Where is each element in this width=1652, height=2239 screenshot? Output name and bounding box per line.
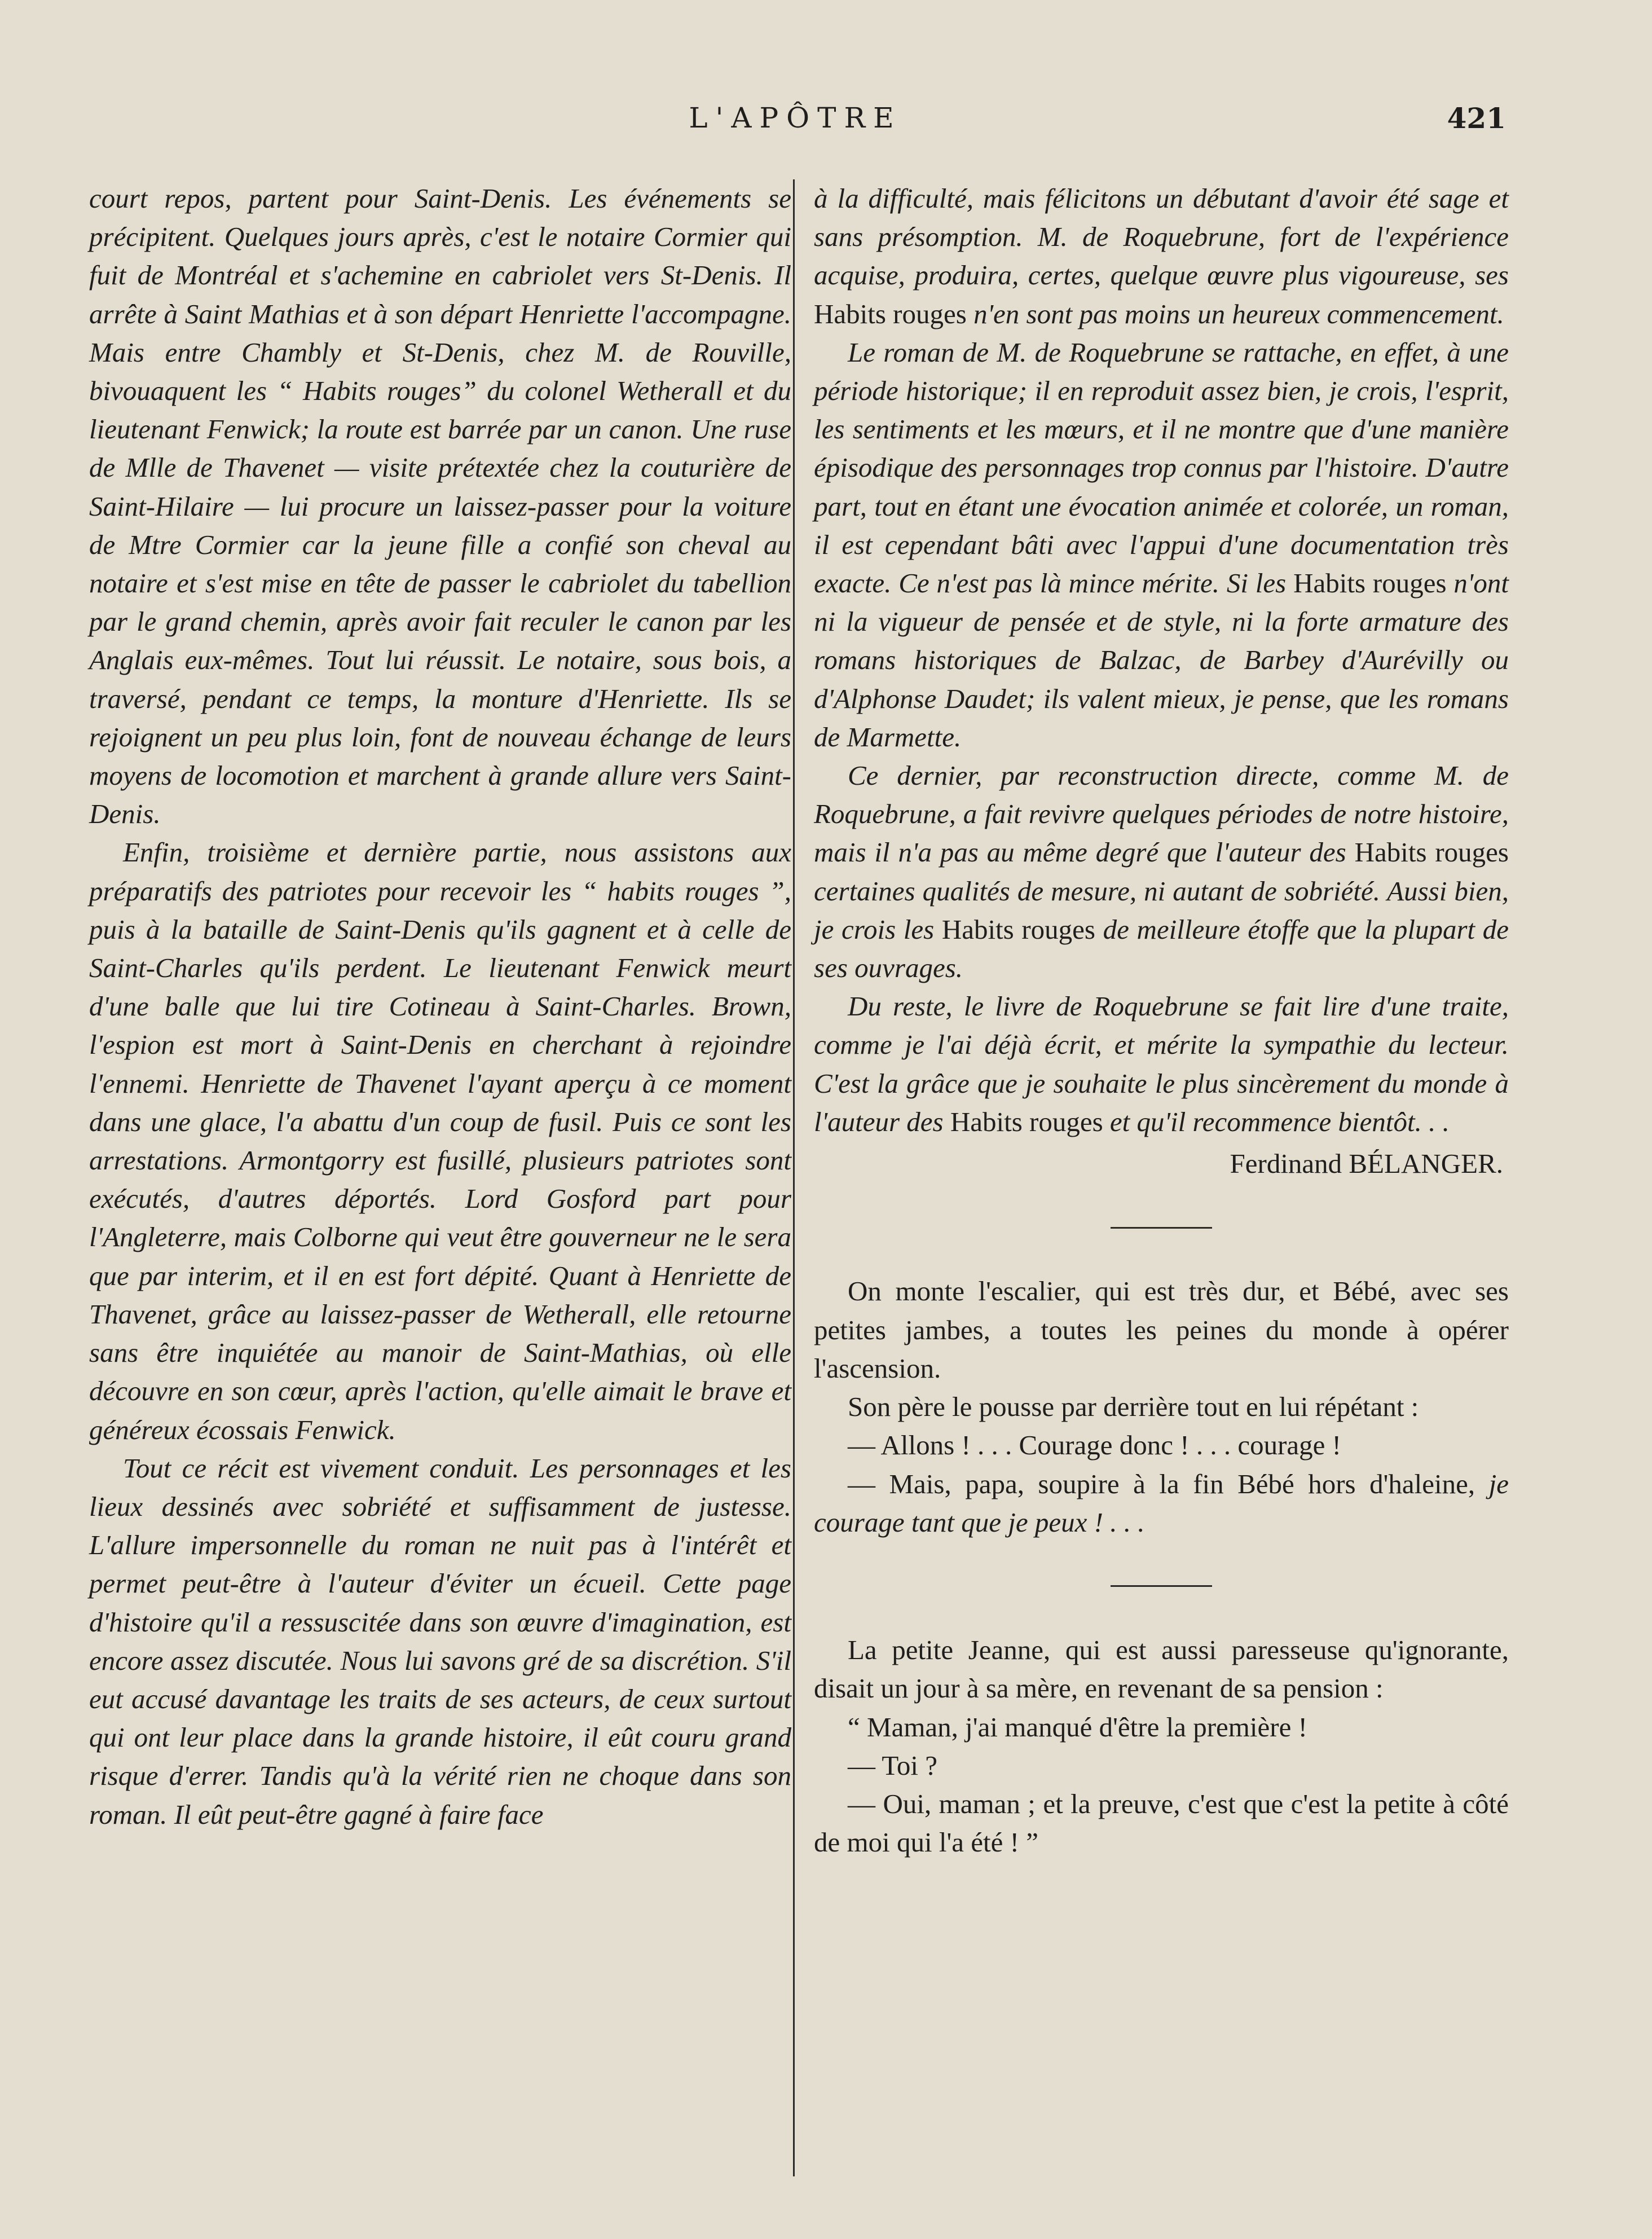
right-column: [814, 179, 1509, 1862]
paragraph: Enfin, troisième et dernière partie, nous assistons aux préparatifs des patriotes pour recevoir les “ habits rouges ”, puis à la bataille de Saint-Denis qu'ils gagnent et à celle de Saint-Charles qu'ils perdent. Le lieutenant Fenwick meurt d'une balle que lui tire Cotineau à Saint-Charles. Brown, l'espion est mort à Saint-Denis en cherchant à rejoindre l'ennemi. Henriette de Thavenet l'ayant aperçu à ce moment dans une glace, l'a abattu d'un coup de fusil. Puis ce sont les arrestations. Armontgorry est fusillé, plusieurs patriotes sont exécutés, d'autres déportés. Lord Gosford part pour l'Angleterre, mais Colborne qui veut être gouverneur ne le sera que par interim, et il en est fort dépité. Quant à Henriette de Thavenet, grâce au laissez-passer de Wetherall, elle retourne sans être inquiétée au manoir de Saint-Mathias, où elle découvre en son cœur, après l'action, qu'elle aimait le brave et généreux écossais Fenwick.: [89, 837, 791, 1445]
anecdote-paragraph: — Mais, papa, soupire à la fin Bébé hors d'haleine, je courage tant que je peux ! . . .: [814, 1468, 1509, 1538]
book-title: Habits rouges: [950, 1106, 1103, 1137]
paragraph: Du reste, le livre de Roquebrune se fait lire d'une traite, comme je l'ai déjà écrit, et mérite la sympathie du lecteur. C'est la grâce que je souhaite le plus sincèrement du monde à l'auteur des Habits rouges et qu'il recommence bientôt. . .: [814, 991, 1509, 1137]
anecdote-paragraph: — Toi ?: [848, 1749, 937, 1781]
anecdote-paragraph: La petite Jeanne, qui est aussi paresseuse qu'ignorante, disait un jour à sa mère, en revenant de sa pension :: [814, 1634, 1509, 1704]
running-title: L'APÔTRE: [689, 102, 902, 134]
paragraph: Le roman de M. de Roquebrune se rattache, en effet, à une période historique; il en reproduit assez bien, je crois, l'esprit, les sentiments et les mœurs, et il ne montre que d'une manière épisodique des personnages trop connus par l'histoire. D'autre part, tout en étant une évocation animée et colorée, un roman, il est cependant bâti avec l'appui d'une documentation très exacte. Ce n'est pas là mince mérite. Si les Habits rouges n'ont ni la vigueur de pensée et de style, ni la forte armature des romans historiques de Balzac, de Barbey d'Aurévilly ou d'Alphonse Daudet; ils valent mieux, je pense, que les romans de Marmette.: [814, 336, 1509, 753]
section-separator: [814, 1564, 1509, 1603]
book-title: Habits rouges: [1293, 568, 1447, 599]
paragraph: à la difficulté, mais félicitons un débutant d'avoir été sage et sans présomption. M. de Roquebrune, fort de l'expérience acquise, produira, certes, quelque œuvre plus vigoureuse, ses Habits rouges n'en sont pas moins un heureux commencement.: [814, 183, 1509, 329]
column-divider: [793, 179, 795, 2176]
paragraph: court repos, partent pour Saint-Denis. Les événements se précipitent. Quelques jours après, c'est le notaire Cormier qui fuit de Montréal et s'achemine en cabriolet vers St-Denis. Il arrête à Saint Mathias et à son départ Henriette l'accompagne. Mais entre Chambly et St-Denis, chez M. de Rouville, bivouaquent les “ Habits rouges” du colonel Wetherall et du lieutenant Fenwick; la route est barrée par un canon. Une ruse de Mlle de Thavenet — visite prétextée chez la couturière de Saint-Hilaire — lui procure un laissez-passer pour la voiture de Mtre Cormier car la jeune fille a confié son cheval au notaire et s'est mise en tête de passer le cabriolet du tabellion par le grand chemin, après avoir fait reculer le canon par les Anglais eux-mêmes. Tout lui réussit. Le notaire, sous bois, a traversé, pendant ce temps, la monture d'Henriette. Ils se rejoignent un peu plus loin, font de nouveau échange de leurs moyens de locomotion et marchent à grande allure vers Saint-Denis.: [89, 183, 791, 830]
anecdote-paragraph: — Oui, maman ; et la preuve, c'est que c'est la petite à côté de moi qui l'a été ! ”: [814, 1788, 1509, 1858]
anecdote-paragraph: Son père le pousse par derrière tout en lui répétant :: [848, 1391, 1419, 1423]
signature: Ferdinand BÉLANGER.: [1230, 1148, 1503, 1180]
page-header: [85, 102, 1506, 141]
paragraph: Tout ce récit est vivement conduit. Les personnages et les lieux dessinés avec sobriété et suffisamment de justesse. L'allure impersonnelle du roman ne nuit pas à l'intérêt et permet peut-être à l'auteur d'éviter un écueil. Cette page d'histoire qu'il a ressuscitée dans son œuvre d'imagination, est encore assez discutée. Nous lui savons gré de sa discrétion. S'il eut accusé davantage les traits de ses acteurs, de ceux surtout qui ont leur place dans la grande histoire, il eût couru grand risque d'errer. Tandis qu'à la vérité rien ne choque dans son roman. Il eût peut-être gagné à faire face: [89, 1452, 791, 1830]
anecdote-paragraph: On monte l'escalier, qui est très dur, et Bébé, avec ses petites jambes, a toutes les peines du monde à opérer l'ascension.: [814, 1275, 1509, 1384]
anecdote-paragraph: — Allons ! . . . Courage donc ! . . . courage !: [848, 1429, 1341, 1461]
book-title: Habits rouges: [814, 298, 967, 329]
book-title: Habits rouges: [1354, 837, 1509, 868]
page-number: 421: [1447, 102, 1506, 135]
book-title: Habits rouges: [941, 913, 1095, 945]
anecdote-paragraph: “ Maman, j'ai manqué d'être la première !: [848, 1711, 1307, 1743]
section-separator: [814, 1206, 1509, 1244]
left-column: [89, 179, 791, 1834]
paragraph: Ce dernier, par reconstruction directe, comme M. de Roquebrune, a fait revivre quelques périodes de notre histoire, mais il n'a pas au même degré que l'auteur des Habits rouges certaines qualités de mesure, ni autant de sobriété. Aussi bien, je crois les Habits rouges de meilleure étoffe que la plupart de ses ouvrages.: [814, 760, 1509, 984]
